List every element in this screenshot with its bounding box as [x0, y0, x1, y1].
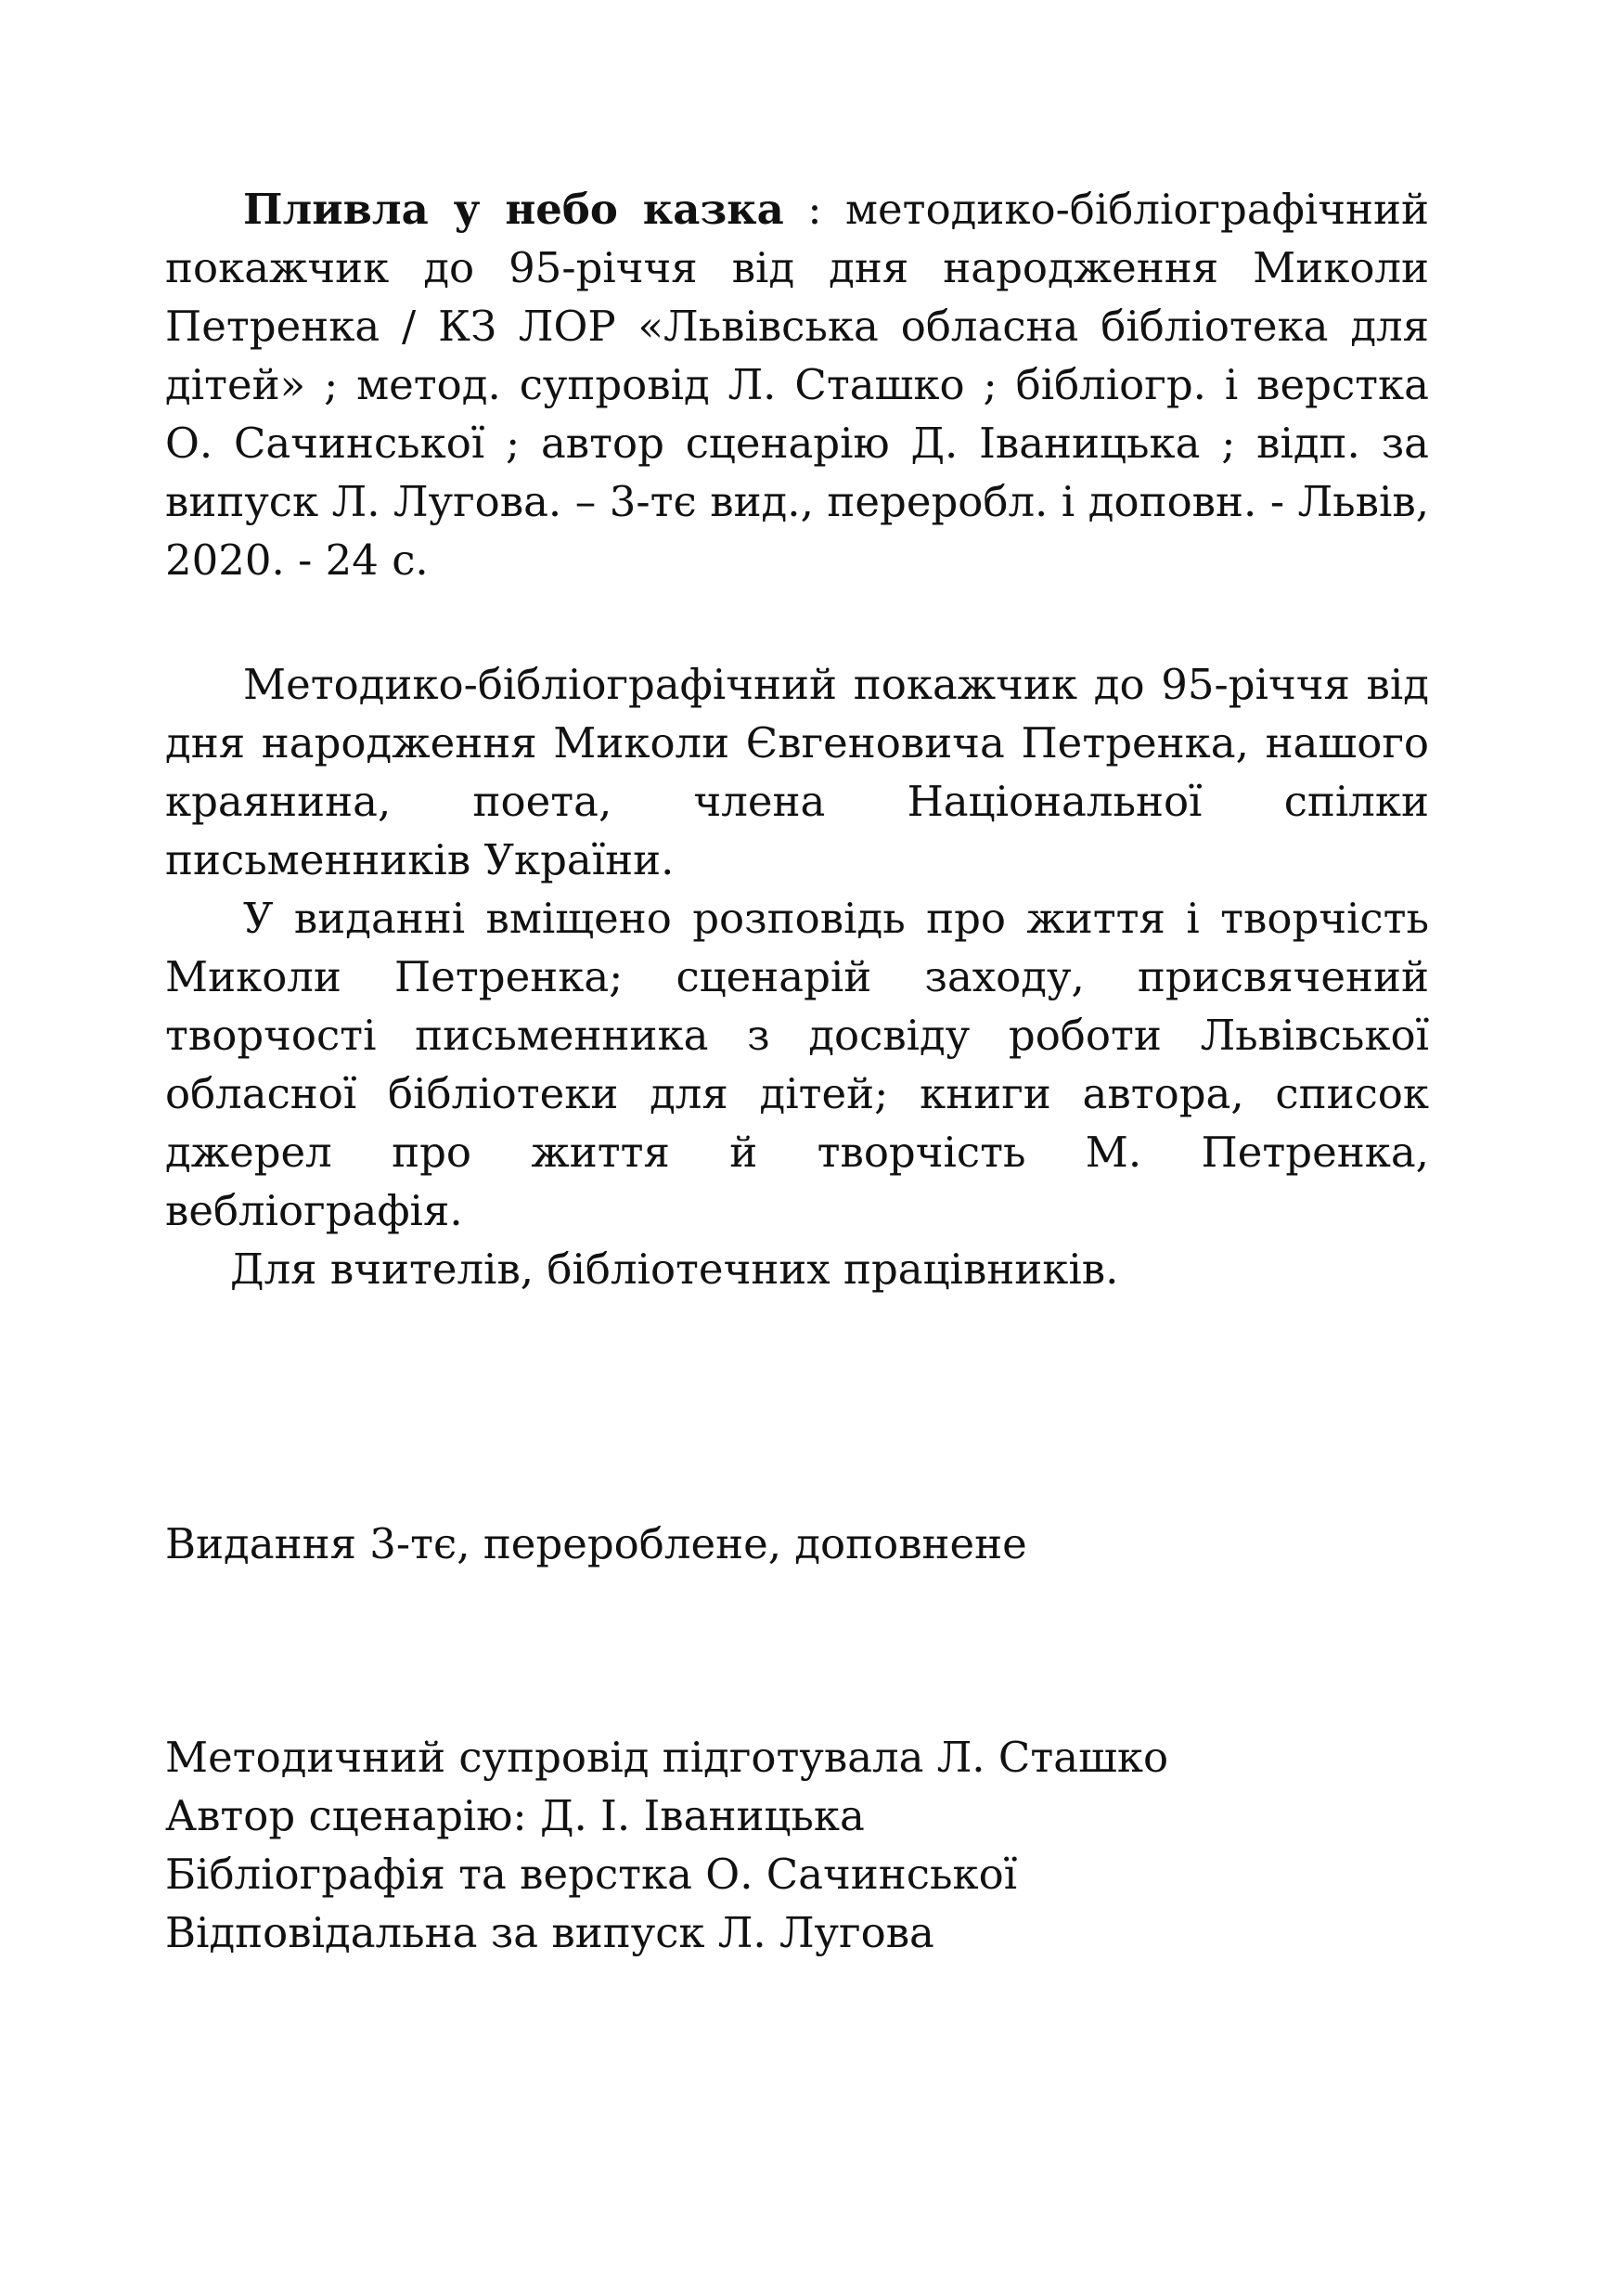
- annotation-paragraph: Методико-бібліографічний покажчик до 95-річчя від дня народження Миколи Євгеновича Петренка, нашого краянина, поета, члена Національної спілки письменників України.: [165, 660, 1429, 884]
- annotation-paragraph: У виданні вміщено розповідь про життя і творчість Миколи Петренка; сценарій заходу, присвячений творчості письменника з досвіду роботи Львівської обласної бібліотеки для дітей; книги автора, список джерел про життя й творчість М. Петренка, вебліографія.: [165, 894, 1429, 1235]
- credit-line: Відповідальна за випуск Л. Лугова: [165, 1908, 934, 1957]
- annotation: [165, 655, 1429, 1298]
- credit-line: Методичний супровід підготувала Л. Сташко: [165, 1733, 1169, 1782]
- book-title: Пливла у небо казка: [243, 185, 784, 234]
- bibliographic-record: [165, 180, 1429, 589]
- audience-note: Для вчителів, бібліотечних працівників.: [230, 1245, 1119, 1294]
- credit-line: Бібліографія та верстка О. Сачинської: [165, 1850, 1018, 1899]
- credits: [165, 1728, 1429, 1962]
- bibliographic-description: : методико-бібліографічний покажчик до 95-річчя від дня народження Миколи Петренка / КЗ ЛОР «Львівська обласна бібліотека для дітей» ; метод. супровід Л. Сташко ; бібліогр. і верстка О. Сачинської ; автор сценарію Д. Іваницька ; відп. за випуск Л. Лугова. – 3-тє вид., переробл. і доповн. - Львів, 2020. - 24 с.: [165, 185, 1429, 585]
- edition-note: Видання 3-тє, перероблене, доповнене: [165, 1519, 1027, 1568]
- credit-line: Автор сценарію: Д. І. Іваницька: [165, 1791, 865, 1840]
